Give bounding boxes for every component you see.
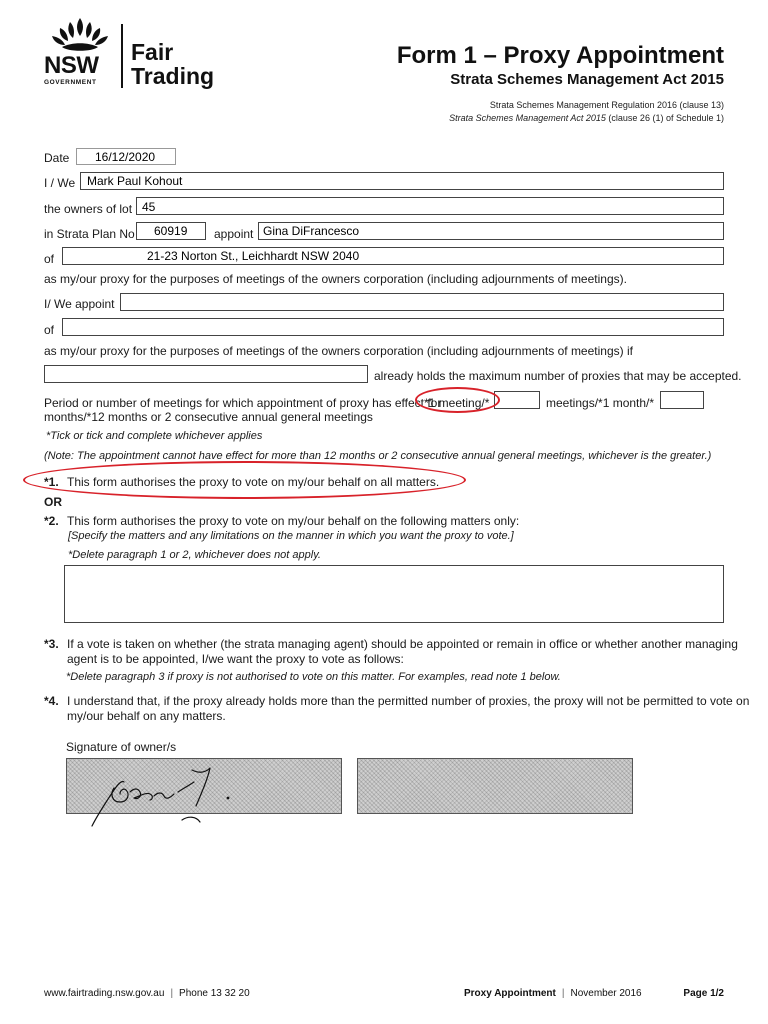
proxy-purpose-if-text: as my/our proxy for the purposes of meetings of the owners corporation (including adjournments of meetings) if xyxy=(44,344,633,358)
logo-nsw-text: NSW xyxy=(44,52,99,79)
iwe-field[interactable] xyxy=(80,172,724,190)
date-field[interactable] xyxy=(76,148,176,165)
appoint-label: appoint xyxy=(214,227,254,241)
tick-note: *Tick or tick and complete whichever applies xyxy=(46,430,263,442)
footer-separator-2: | xyxy=(561,988,565,999)
item3-note: *Delete paragraph 3 if proxy is not authorised to vote on this matter. For examples, read note 1 below. xyxy=(66,671,561,683)
of-field[interactable] xyxy=(62,247,724,265)
item2-number: *2. xyxy=(44,514,59,528)
signature-label: Signature of owner/s xyxy=(66,740,177,754)
period-text-2: meetings/*1 month/* xyxy=(546,396,655,410)
appoint2-label: I/ We appoint xyxy=(44,297,115,311)
footer-separator: | xyxy=(170,988,174,999)
item2-note-delete: *Delete paragraph 1 or 2, whichever does not apply. xyxy=(68,549,321,561)
iwe-label: I / We xyxy=(44,176,76,190)
period-option-1-meeting: *1 meeting/* xyxy=(424,396,490,410)
item1-annotation-circle xyxy=(23,461,466,499)
owners-lot-field[interactable] xyxy=(136,197,724,215)
appoint-value: Gina DiFrancesco xyxy=(263,224,360,238)
alternate-proxy-field[interactable] xyxy=(44,365,368,383)
or-text: OR xyxy=(44,495,62,509)
proxy-purpose-text: as my/our proxy for the purposes of meetings of the owners corporation (including adjournments of meetings). xyxy=(44,272,627,286)
form-title: Form 1 – Proxy Appointment xyxy=(396,42,724,69)
footer-left xyxy=(44,988,250,1000)
form-subtitle: Strata Schemes Management Act 2015 xyxy=(450,71,724,88)
logo-divider xyxy=(121,24,123,88)
strata-plan-value: 60919 xyxy=(154,224,188,238)
iwe-value: Mark Paul Kohout xyxy=(87,174,183,188)
strata-plan-label: in Strata Plan No xyxy=(44,227,135,241)
meeting-annotation-circle xyxy=(415,387,500,413)
owners-lot-label: the owners of lot xyxy=(44,202,133,216)
of2-field[interactable] xyxy=(62,318,724,336)
of-label: of xyxy=(44,252,55,266)
date-label: Date xyxy=(44,151,70,165)
period-text-1: Period or number of meetings for which appointment of proxy has effect for xyxy=(44,396,442,410)
item1-number: *1. xyxy=(44,475,59,489)
footer-right xyxy=(464,988,642,1000)
waratah-icon xyxy=(48,16,112,54)
brand-trading: Trading xyxy=(131,63,215,89)
appoint-field[interactable] xyxy=(258,222,724,240)
item3-number: *3. xyxy=(44,637,59,651)
item1-text: This form authorises the proxy to vote on my/our behalf on all matters. xyxy=(67,475,440,489)
owners-lot-value: 45 xyxy=(142,200,156,214)
footer-phone: Phone 13 32 20 xyxy=(179,988,250,999)
of2-label: of xyxy=(44,323,55,337)
of-value: 21-23 Norton St., Leichhardt NSW 2040 xyxy=(147,249,360,263)
footer-date: November 2016 xyxy=(570,988,642,999)
brand-fair: Fair xyxy=(131,39,174,65)
effect-note: (Note: The appointment cannot have effect for more than 12 months or 2 consecutive annual general meetings, whichever is the greater.) xyxy=(44,450,712,462)
item2-note-specify: [Specify the matters and any limitations on the manner in which you want the proxy to vote.] xyxy=(68,530,514,542)
handwritten-signature xyxy=(84,752,234,830)
logo-government-text: GOVERNMENT xyxy=(44,79,97,86)
item4-number: *4. xyxy=(44,694,59,708)
item4-text-line1: I understand that, if the proxy already holds more than the permitted number of proxies, the proxy will not be permitted to vote on xyxy=(67,694,750,708)
item4-text-line2: my/our behalf on any matters. xyxy=(67,709,226,723)
already-holds-text: already holds the maximum number of proxies that may be accepted. xyxy=(374,369,742,383)
footer-website-link[interactable]: www.fairtrading.nsw.gov.au xyxy=(44,988,165,999)
footer-page-number: Page 1/2 xyxy=(683,988,724,999)
period-months-field[interactable] xyxy=(660,391,704,409)
appoint2-field[interactable] xyxy=(120,293,724,311)
item2-text: This form authorises the proxy to vote on my/our behalf on the following matters only: xyxy=(67,514,520,528)
item3-text-line1: If a vote is taken on whether (the strata managing agent) should be appointed or remain in office or whether another managing xyxy=(67,637,738,651)
period-meetings-field[interactable] xyxy=(494,391,540,409)
footer-doc-name: Proxy Appointment xyxy=(464,988,556,999)
act-reference xyxy=(449,113,724,124)
regulation-reference: Strata Schemes Management Regulation 2016 (clause 13) xyxy=(489,100,724,110)
period-text-3: months/*12 months or 2 consecutive annual general meetings xyxy=(44,410,373,424)
act-reference-italic: Strata Schemes Management Act 2015 xyxy=(449,113,606,123)
matters-textarea[interactable] xyxy=(64,565,724,623)
signature-field-2[interactable] xyxy=(357,758,633,814)
date-value: 16/12/2020 xyxy=(95,150,156,164)
act-reference-rest: (clause 26 (1) of Schedule 1) xyxy=(605,113,724,123)
item3-text-line2: agent is to be appointed, I/we want the proxy to vote as follows: xyxy=(67,652,404,666)
strata-plan-field[interactable] xyxy=(136,222,206,240)
